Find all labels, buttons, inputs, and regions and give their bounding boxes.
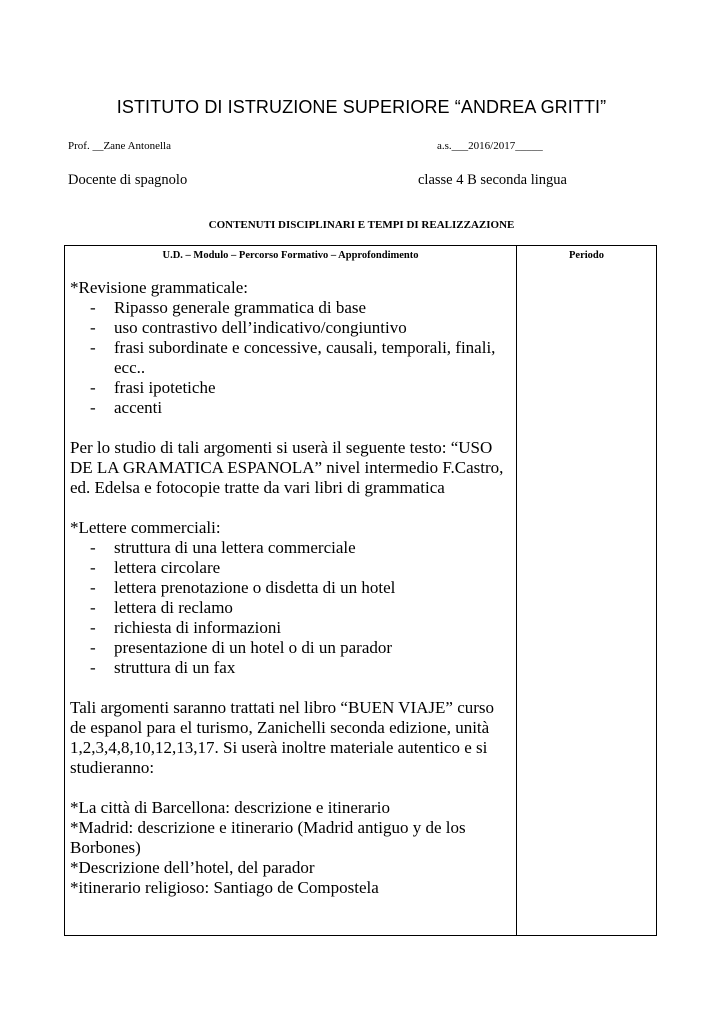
topic-item: *La città di Barcellona: descrizione e itinerario — [70, 798, 391, 817]
document-title: ISTITUTO DI ISTRUZIONE SUPERIORE “ANDREA GRITTI” — [116, 97, 607, 117]
list-item: - lettera circolare — [70, 558, 506, 578]
list-item: - lettera prenotazione o disdetta di un hotel — [70, 578, 506, 598]
teacher-role: Docente di spagnolo — [68, 172, 188, 188]
column-header-period: Periodo — [569, 250, 604, 261]
professor-name: Prof. __Zane Antonella — [68, 140, 171, 152]
textbook-paragraph: Per lo studio di tali argomenti si userà il seguente testo: “USO DE LA GRAMATICA ESPANOLA” nivel intermedio F.Castro, ed. Edelsa e fotocopie tratte da vari libri di grammatica — [70, 438, 504, 497]
revisione-title: *Revisione grammaticale: — [70, 278, 248, 297]
section-heading: CONTENUTI DISCIPLINARI E TEMPI DI REALIZZAZIONE — [208, 219, 515, 231]
column-header-contents: U.D. – Modulo – Percorso Formativo – Approfondimento — [162, 250, 419, 261]
school-year: a.s.___2016/2017_____ — [437, 140, 543, 152]
revisione-list — [70, 298, 506, 418]
content-table — [64, 245, 657, 936]
class-info: classe 4 B seconda lingua — [418, 172, 567, 188]
list-item: - frasi ipotetiche — [70, 378, 506, 398]
lettere-title: *Lettere commerciali: — [70, 518, 221, 537]
book-paragraph: Tali argomenti saranno trattati nel libro “BUEN VIAJE” curso de espanol para el turismo, Zanichelli seconda edizione, unità 1,2,3,4,8,10,12,13,17. Si userà inoltre materiale autentico e si studieranno: — [70, 698, 495, 777]
list-item: - uso contrastivo dell’indicativo/congiuntivo — [70, 318, 506, 338]
column-divider — [516, 246, 517, 935]
topic-item: *Madrid: descrizione e itinerario (Madrid antiguo y de los Borbones) — [70, 818, 466, 857]
list-item: - presentazione di un hotel o di un parador — [70, 638, 506, 658]
list-item: - frasi subordinate e concessive, causali, temporali, finali, ecc.. — [70, 338, 506, 378]
list-item: - lettera di reclamo — [70, 598, 506, 618]
topic-item: *itinerario religioso: Santiago de Compostela — [70, 878, 379, 897]
list-item: - richiesta di informazioni — [70, 618, 506, 638]
lettere-list — [70, 538, 506, 678]
list-item: - Ripasso generale grammatica di base — [70, 298, 506, 318]
list-item: - struttura di una lettera commerciale — [70, 538, 506, 558]
topic-item: *Descrizione dell’hotel, del parador — [70, 858, 315, 877]
list-item: - accenti — [70, 398, 506, 418]
list-item: - struttura di un fax — [70, 658, 506, 678]
contents-cell — [70, 278, 506, 898]
